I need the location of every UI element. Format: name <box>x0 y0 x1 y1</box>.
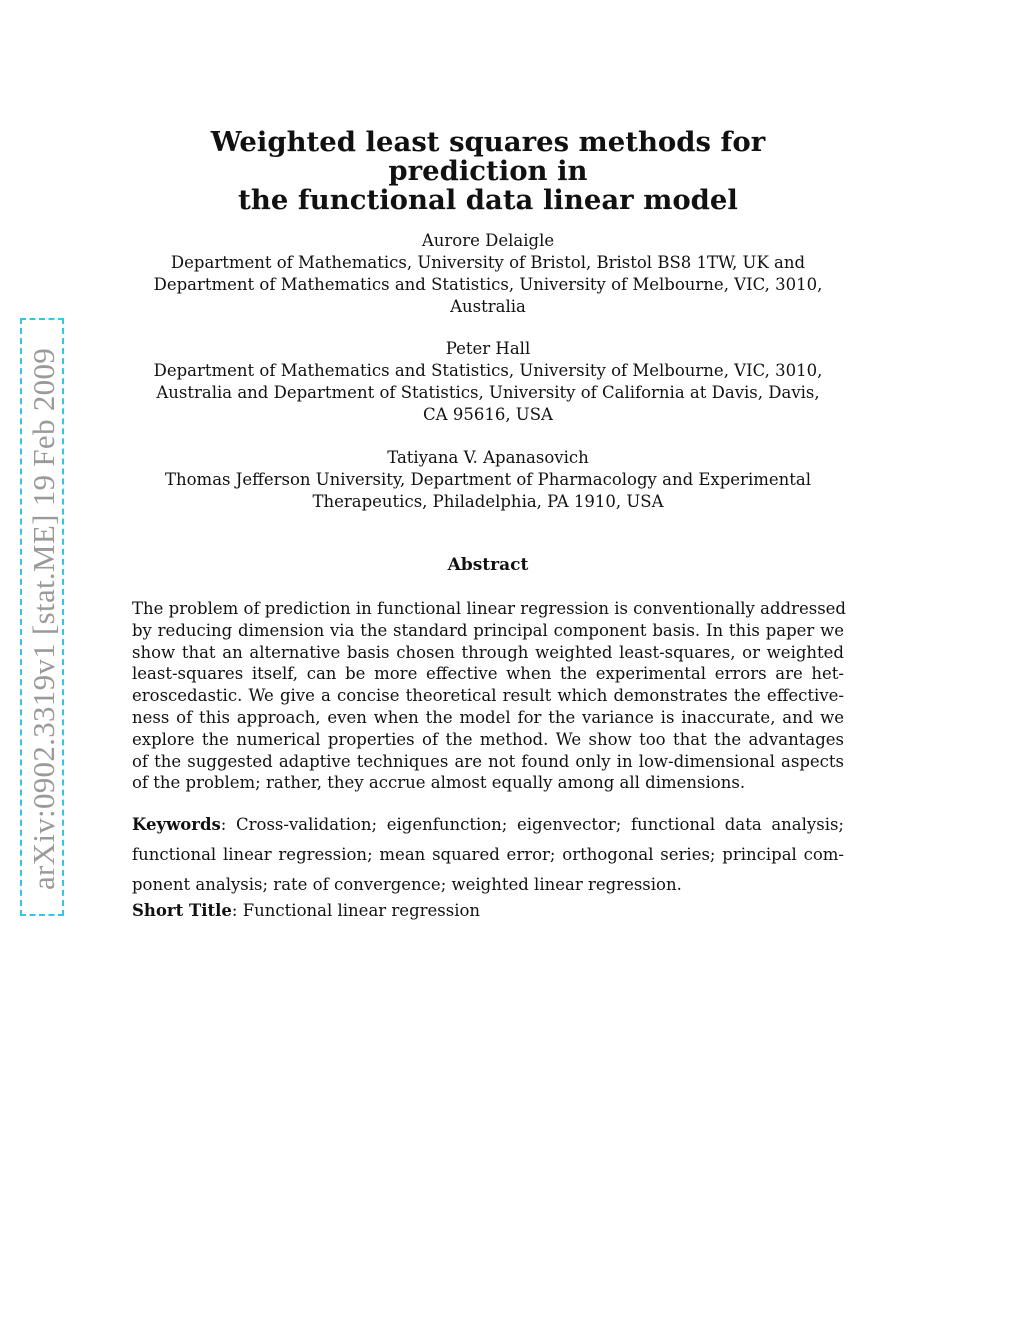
abstract-line: The problem of prediction in functional linear regression is conventionally addressed <box>132 599 846 618</box>
affiliation-line: Australia <box>450 297 526 316</box>
arxiv-side-stamp <box>20 318 64 916</box>
author-name: Peter Hall <box>445 339 531 358</box>
arxiv-identifier: arXiv:0902.3319v1 [stat.ME] 19 Feb 2009 <box>26 347 61 891</box>
abstract-line: of the suggested adaptive techniques are not found only in low-dimensional aspects <box>132 751 844 771</box>
affiliation-line: Department of Mathematics, University of Bristol, Bristol BS8 1TW, UK and <box>170 253 806 272</box>
author-name: Tatiyana V. Apanasovich <box>387 448 589 467</box>
keywords-line-1 <box>132 810 844 840</box>
abstract-heading: Abstract <box>447 555 529 575</box>
author-block <box>130 447 846 513</box>
author-block <box>130 230 846 318</box>
keywords-text: : Cross-validation; eigenfunction; eigenvector; functional data analysis; <box>220 815 844 834</box>
keywords-line-3: ponent analysis; rate of convergence; weighted linear regression. <box>132 875 682 894</box>
short-title-section <box>132 900 844 922</box>
abstract-body <box>132 598 844 794</box>
abstract-line: of the problem; rather, they accrue almost equally among all dimensions. <box>132 773 746 793</box>
affiliation-line: Therapeutics, Philadelphia, PA 1910, USA <box>312 492 664 511</box>
affiliation-line: Thomas Jefferson University, Department of Pharmacology and Experimental <box>164 470 812 489</box>
abstract-line: show that an alternative basis chosen through weighted least-squares, or weighted <box>132 642 844 662</box>
title-line-2: the functional data linear model <box>238 184 738 216</box>
abstract-line: eroscedastic. We give a concise theoretical result which demonstrates the effective- <box>132 686 844 706</box>
abstract-line: ness of this approach, even when the model for the variance is inaccurate, and we <box>132 707 844 727</box>
keywords-label: Keywords <box>132 815 221 834</box>
affiliation-line: Australia and Department of Statistics, University of California at Davis, Davis, <box>156 383 820 402</box>
paper-title <box>130 128 846 215</box>
keywords-section <box>132 810 844 900</box>
short-title-label: Short Title <box>132 901 232 920</box>
affiliation-line: Department of Mathematics and Statistics, University of Melbourne, VIC, 3010, <box>153 275 823 294</box>
author-name: Aurore Delaigle <box>421 231 555 250</box>
affiliation-line: CA 95616, USA <box>423 405 553 424</box>
short-title-value: : Functional linear regression <box>231 901 481 920</box>
abstract-line: by reducing dimension via the standard principal component basis. In this paper we <box>132 620 844 640</box>
abstract-line: explore the numerical properties of the method. We show too that the advantages <box>132 729 844 749</box>
keywords-line-2: functional linear regression; mean squared error; orthogonal series; principal com- <box>132 845 844 864</box>
title-line-1: Weighted least squares methods for prediction in <box>210 126 766 187</box>
abstract-line: least-squares itself, can be more effective when the experimental errors are het- <box>132 664 844 684</box>
author-block <box>130 338 846 426</box>
affiliation-line: Department of Mathematics and Statistics, University of Melbourne, VIC, 3010, <box>153 361 823 380</box>
